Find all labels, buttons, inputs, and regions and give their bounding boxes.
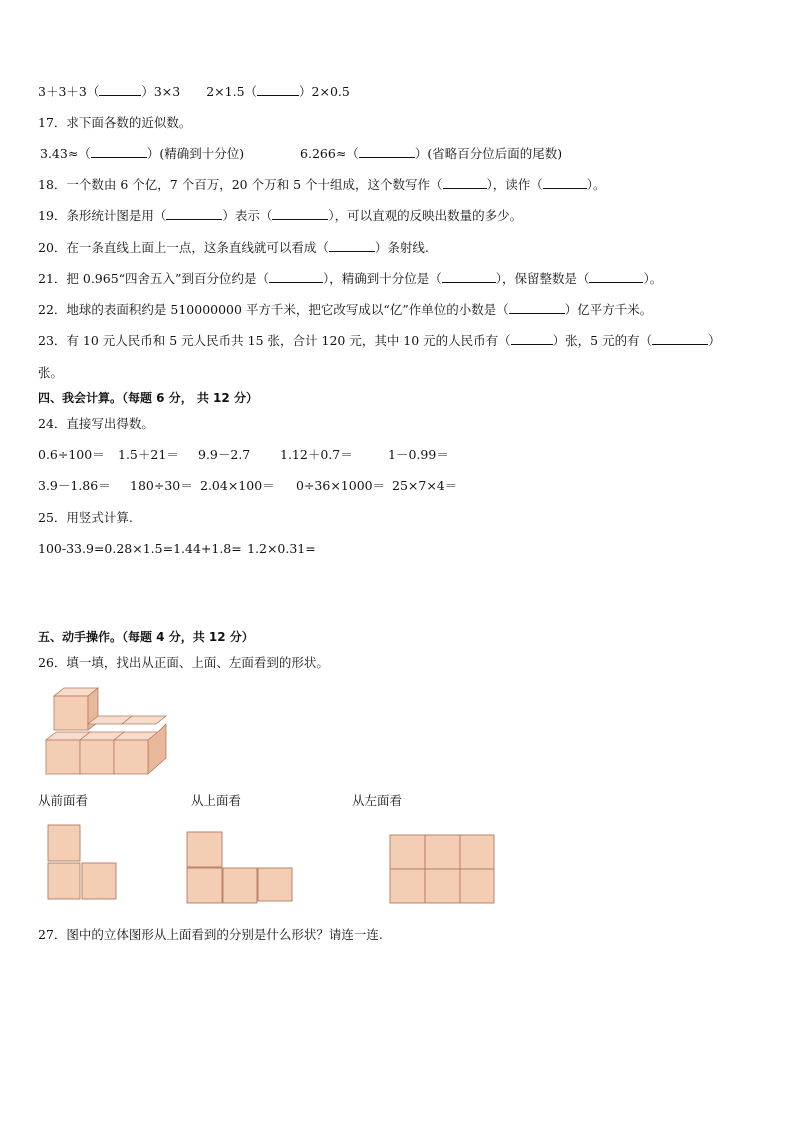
- answer-blank[interactable]: [272, 208, 328, 220]
- caption-left-view: 从左面看: [352, 793, 403, 808]
- answer-blank[interactable]: [359, 146, 415, 158]
- q25-title: 25．用竖式计算.: [38, 510, 133, 525]
- q21-line: 21．把 0.965“四舍五入”到百分位约是（ ），精确到十分位是（ ），保留整数是（ ）。: [38, 271, 663, 286]
- q16-line: 3＋3＋3（ ）3×3 2×1.5（ ）2×0.5: [38, 84, 350, 99]
- section4-title: 四、我会计算。（每题 6 分， 共 12 分）: [38, 391, 258, 405]
- caption-front-view: 从前面看: [38, 793, 89, 808]
- answer-blank[interactable]: [511, 333, 553, 345]
- top-view-figure: [186, 831, 296, 907]
- section5-title: 五、动手操作。（每题 4 分，共 12 分）: [38, 630, 254, 644]
- caption-top-view: 从上面看: [191, 793, 242, 808]
- answer-blank[interactable]: [257, 84, 299, 96]
- q22-line: 22．地球的表面积约是 510000000 平方千米，把它改写成以“亿”作单位的小数是（ ）亿平方千米。: [38, 302, 653, 317]
- answer-blank[interactable]: [589, 271, 643, 283]
- q27-title: 27．图中的立体图形从上面看到的分别是什么形状？请连一连.: [38, 927, 383, 942]
- answer-blank[interactable]: [652, 333, 708, 345]
- q18-line: 18．一个数由 6 个亿，7 个百万，20 个万和 5 个十组成，这个数写作（ ），读作（ ）。: [38, 177, 606, 192]
- answer-blank[interactable]: [99, 84, 141, 96]
- q24-title: 24．直接写出得数。: [38, 416, 154, 431]
- answer-blank[interactable]: [91, 146, 147, 158]
- q24-row2: 3.9－1.86＝ 180÷30＝ 2.04×100＝ 0÷36×1000＝ 25×7×4＝: [38, 478, 458, 493]
- q24-row1: 0.6÷100＝ 1.5＋21＝ 9.9－2.7 1.12＋0.7＝ 1－0.99＝: [38, 447, 449, 462]
- q20-line: 20．在一条直线上面上一点，这条直线就可以看成（ ）条射线.: [38, 240, 429, 255]
- answer-blank[interactable]: [166, 208, 222, 220]
- left-view-figure: [389, 834, 499, 906]
- cube-stack-figure: [40, 682, 180, 782]
- answer-blank[interactable]: [269, 271, 323, 283]
- answer-blank[interactable]: [543, 177, 587, 189]
- answer-blank[interactable]: [442, 271, 496, 283]
- q19-line: 19．条形统计图是用（ ）表示（ ），可以直观的反映出数量的多少。: [38, 208, 523, 223]
- answer-blank[interactable]: [509, 302, 565, 314]
- front-view-figure: [47, 824, 127, 904]
- q25-row: 100-33.9=0.28×1.5=1.44+1.8= 1.2×0.31=: [38, 541, 316, 556]
- q23-line: 23．有 10 元人民币和 5 元人民币共 15 张，合计 120 元，其中 10 元的人民币有（ ）张，5 元的有（ ）: [38, 333, 721, 348]
- answer-blank[interactable]: [443, 177, 487, 189]
- q17-title: 17．求下面各数的近似数。: [38, 115, 192, 130]
- q23-cont: 张。: [38, 365, 64, 380]
- q26-title: 26．填一填，找出从正面、上面、左面看到的形状。: [38, 655, 329, 670]
- answer-blank[interactable]: [329, 240, 375, 252]
- q17-line: 3.43≈（ ）(精确到十分位) 6.266≈（ ）(省略百分位后面的尾数): [40, 146, 563, 161]
